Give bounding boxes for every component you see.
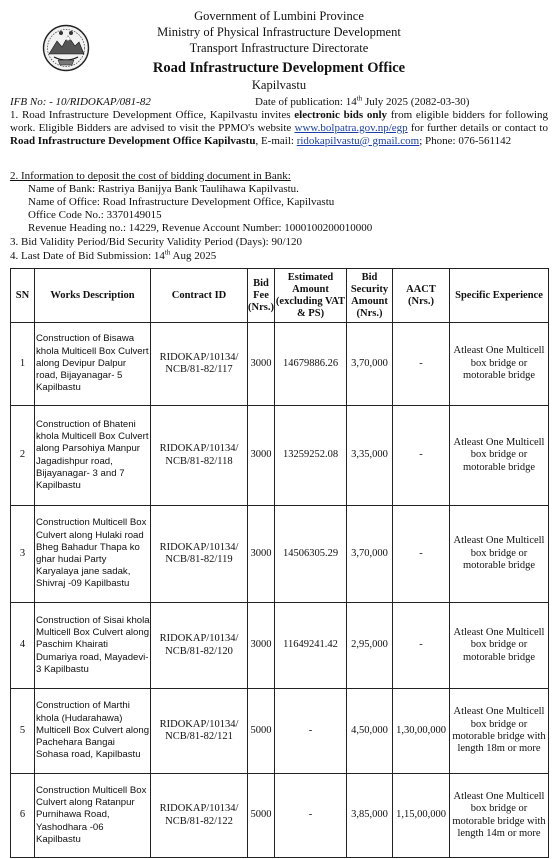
cell-security: 3,70,000 <box>347 323 393 406</box>
ifb-line <box>10 96 550 109</box>
cell-work: Construction of Bhateni khola Multicell Box Culvert along Parsohiya Manpur Jagadishpur road, Bijayanagar- 3 and 7 Kapilbastu <box>35 406 151 506</box>
cell-security: 3,35,000 <box>347 406 393 506</box>
table-header-row <box>11 269 549 323</box>
table-row <box>11 689 549 774</box>
table-row <box>11 603 549 689</box>
cell-fee: 5000 <box>248 689 275 774</box>
header-security: Bid Security Amount (Nrs.) <box>347 269 393 323</box>
cell-contract: RIDOKAP/10134/ NCB/81-82/122 <box>151 774 248 858</box>
table-row <box>11 323 549 406</box>
ifb-number: IFB No: - 10/RIDOKAP/081-82 <box>10 96 151 108</box>
cell-security: 3,85,000 <box>347 774 393 858</box>
header-fee: Bid Fee (Nrs.) <box>248 269 275 323</box>
cell-fee: 5000 <box>248 774 275 858</box>
cell-aact: - <box>393 406 450 506</box>
cell-sn: 1 <box>11 323 35 406</box>
cell-amount: 11649241.42 <box>275 603 347 689</box>
cell-experience: Atleast One Multicell box bridge or motorable bridge <box>450 323 549 406</box>
cell-amount: 14506305.29 <box>275 506 347 603</box>
table-row <box>11 406 549 506</box>
directorate-name: Transport Infrastructure Directorate <box>189 41 369 55</box>
cell-fee: 3000 <box>248 323 275 406</box>
cell-contract: RIDOKAP/10134/ NCB/81-82/119 <box>151 506 248 603</box>
cell-experience: Atleast One Multicell box bridge or motorable bridge <box>450 603 549 689</box>
bank-name: Name of Bank: Rastriya Banijya Bank Taulihawa Kapilvastu. <box>28 183 299 195</box>
cell-experience: Atleast One Multicell box bridge or motorable bridge with length 14m or more <box>450 774 549 858</box>
publication-date: Date of publication: 14th July 2025 (2082-03-30) <box>255 94 470 108</box>
cell-aact: - <box>393 323 450 406</box>
office-name: Road Infrastructure Development Office <box>152 60 406 76</box>
district-name: Kapilvastu <box>251 78 307 92</box>
cell-sn: 2 <box>11 406 35 506</box>
cell-contract: RIDOKAP/10134/ NCB/81-82/117 <box>151 323 248 406</box>
table-row <box>11 506 549 603</box>
header-aact: AACT (Nrs.) <box>393 269 450 323</box>
office-code: Office Code No.: 3370149015 <box>28 209 162 221</box>
cell-fee: 3000 <box>248 406 275 506</box>
cell-work: Construction of Sisai khola Multicell Box Culvert along Paschim Khairati Dumariya road, Mayadevi- 3 Kapilbastu <box>35 603 151 689</box>
cell-aact: 1,15,00,000 <box>393 774 450 858</box>
email-link[interactable]: ridokapilvastu@ gmail.com <box>296 134 420 147</box>
cell-aact: 1,30,00,000 <box>393 689 450 774</box>
cell-security: 3,70,000 <box>347 506 393 603</box>
cell-aact: - <box>393 506 450 603</box>
cell-fee: 3000 <box>248 603 275 689</box>
office-name-line: Name of Office: Road Infrastructure Development Office, Kapilvastu <box>28 196 335 208</box>
cell-security: 2,95,000 <box>347 603 393 689</box>
cell-experience: Atleast One Multicell box bridge or motorable bridge with length 18m or more <box>450 689 549 774</box>
cell-fee: 3000 <box>248 506 275 603</box>
cell-amount: 14679886.26 <box>275 323 347 406</box>
cell-amount: - <box>275 689 347 774</box>
cell-work: Construction Multicell Box Culvert along Ratanpur Purnihawa Road, Yashodhara -06 Kapilbastu <box>35 774 151 858</box>
cell-aact: - <box>393 603 450 689</box>
header-sn: SN <box>11 269 35 323</box>
cell-sn: 4 <box>11 603 35 689</box>
cell-experience: Atleast One Multicell box bridge or motorable bridge <box>450 506 549 603</box>
header-amount: Estimated Amount (excluding VAT & PS) <box>275 269 347 323</box>
cell-work: Construction of Bisawa khola Multicell Box Culvert along Devipur Dalpur road, Bijayanagar- 5 Kapilbastu <box>35 323 151 406</box>
header-experience: Specific Experience <box>450 269 549 323</box>
cell-contract: RIDOKAP/10134/ NCB/81-82/121 <box>151 689 248 774</box>
validity-period: 3. Bid Validity Period/Bid Security Validity Period (Days): 90/120 <box>10 236 302 248</box>
ppmo-website-link[interactable]: www.bolpatra.gov.np/egp <box>294 121 408 134</box>
cell-work: Construction of Marthi khola (Hudarahawa) Multicell Box Culvert along Pachehara Bangai Sohasa road, Kapilbastu <box>35 689 151 774</box>
works-table <box>10 268 549 858</box>
government-name: Government of Lumbini Province <box>194 9 364 23</box>
cell-sn: 6 <box>11 774 35 858</box>
cell-amount: 13259252.08 <box>275 406 347 506</box>
cell-sn: 3 <box>11 506 35 603</box>
revenue-heading: Revenue Heading no.: 14229, Revenue Account Number: 1000100200010000 <box>28 222 373 234</box>
ministry-name: Ministry of Physical Infrastructure Development <box>157 25 401 39</box>
cell-experience: Atleast One Multicell box bridge or motorable bridge <box>450 406 549 506</box>
table-row <box>11 774 549 858</box>
invitation-paragraph: 1. Road Infrastructure Development Office, Kapilvastu invites electronic bids only from eligible bidders for following work. Eligible Bidders are advised to visit the PPMO's website www.bolpatra.gov.np/egp for further details or contact to Road Infrastructure Development Office Kapilvastu, E-mail: ridokapilvastu@ gmail.com; Phone: 076-561142 <box>10 109 548 147</box>
cell-contract: RIDOKAP/10134/ NCB/81-82/120 <box>151 603 248 689</box>
header-contract: Contract ID <box>151 269 248 323</box>
cell-work: Construction Multicell Box Culvert along Hulaki road Bheg Bahadur Thapa ko ghar hudai Party Karyalaya jane sadak, Shivraj -09 Kapilbastu <box>35 506 151 603</box>
cell-contract: RIDOKAP/10134/ NCB/81-82/118 <box>151 406 248 506</box>
header-work: Works Description <box>35 269 151 323</box>
cell-amount: - <box>275 774 347 858</box>
bank-heading: 2. Information to deposit the cost of bidding document in Bank: <box>10 170 291 182</box>
cell-sn: 5 <box>11 689 35 774</box>
last-date: 4. Last Date of Bid Submission: 14th Aug 2025 <box>10 248 217 262</box>
cell-security: 4,50,000 <box>347 689 393 774</box>
